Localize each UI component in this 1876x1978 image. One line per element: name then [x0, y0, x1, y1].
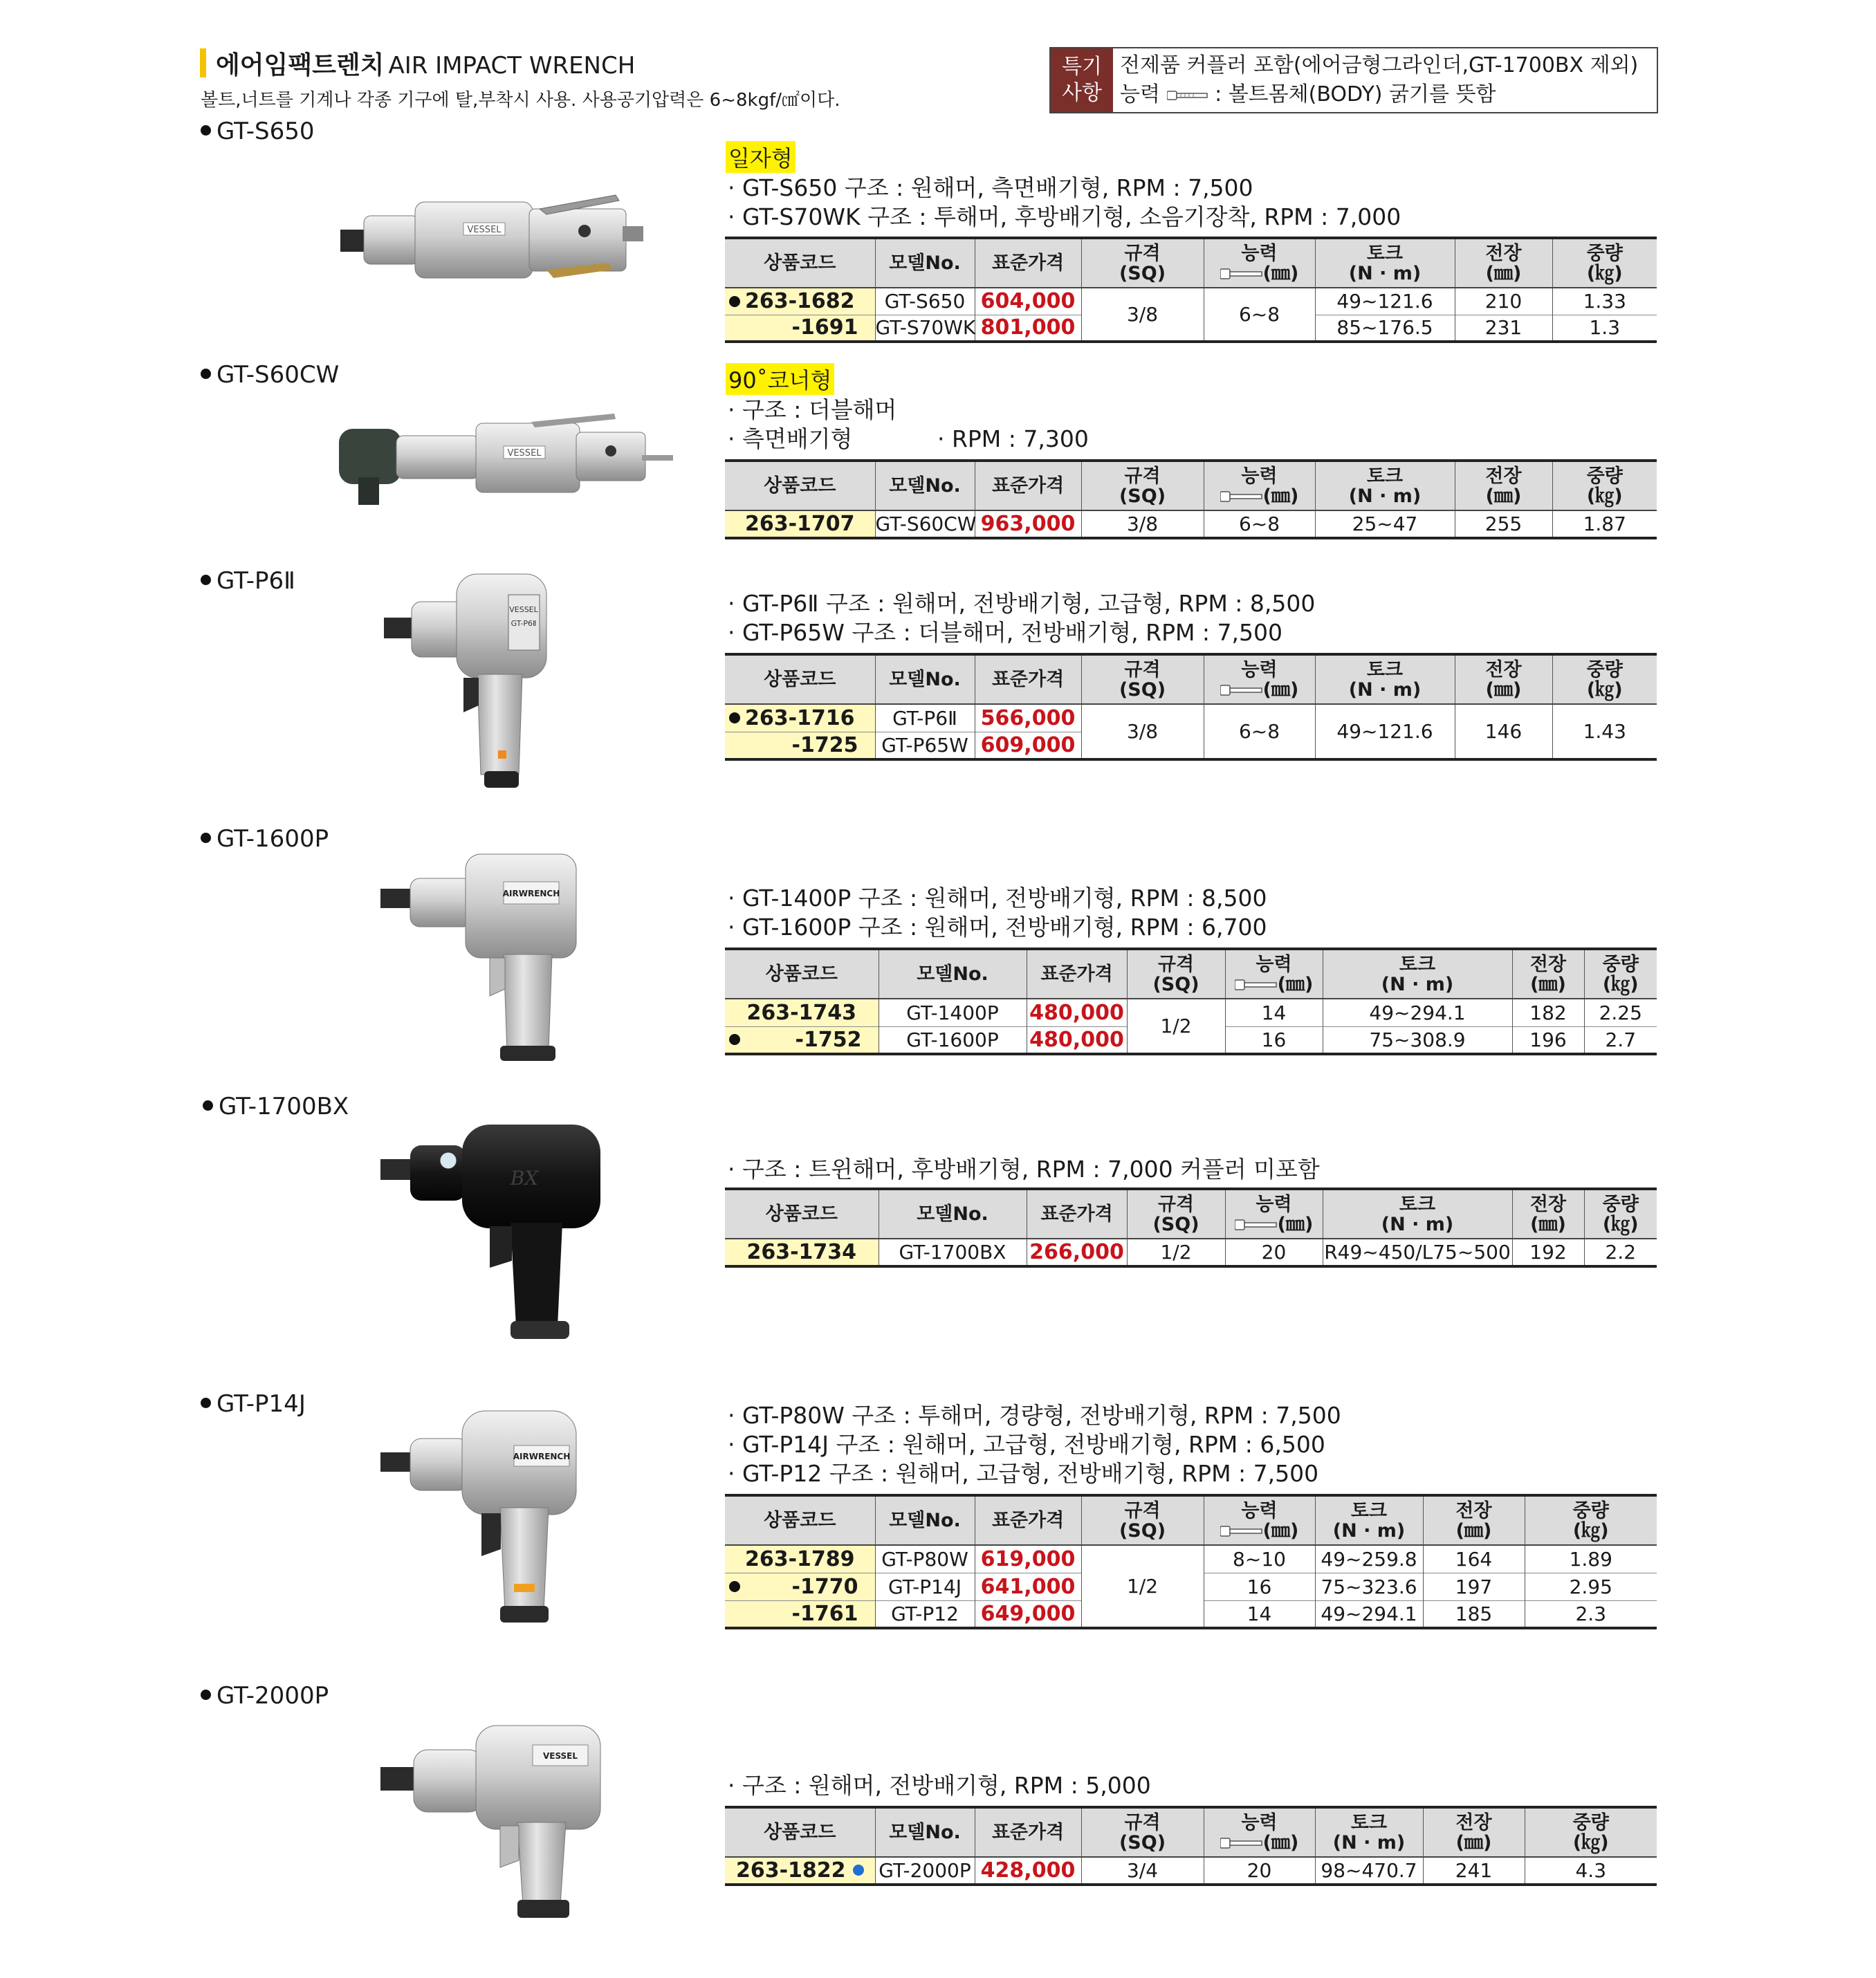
- bolt-icon: [1235, 979, 1278, 991]
- weight: 2.25: [1584, 999, 1657, 1026]
- header-price: 표준가격: [975, 238, 1081, 288]
- product-code: 263-1789: [725, 1545, 875, 1573]
- impact-wrench-pistol-image: [379, 1719, 607, 1923]
- capacity: 20: [1204, 1857, 1315, 1885]
- weight: 1.3: [1552, 315, 1657, 342]
- header-weight: 중량 (㎏): [1552, 654, 1657, 704]
- length: 255: [1455, 510, 1552, 538]
- product-code: -1761: [725, 1600, 875, 1628]
- model-heading: GT-P6Ⅱ: [201, 567, 295, 595]
- length: 231: [1455, 315, 1552, 342]
- spec-line: · GT-P80W 구조 : 투해머, 경량형, 전방배기형, RPM : 7,500: [728, 1402, 1341, 1429]
- capacity: 14: [1225, 999, 1323, 1026]
- capacity: 14: [1204, 1600, 1315, 1628]
- impact-wrench-pistol-image: [380, 564, 553, 792]
- weight: 1.33: [1552, 288, 1657, 315]
- product-code: 263-1682: [725, 288, 875, 315]
- header-code: 상품코드: [725, 654, 875, 704]
- torque: R49~450/L75~500: [1323, 1239, 1512, 1266]
- bolt-icon: [1220, 268, 1263, 280]
- product-code: 263-1707: [725, 510, 875, 538]
- capacity: 8~10: [1204, 1545, 1315, 1573]
- price: 428,000: [975, 1857, 1081, 1885]
- spec-line: · GT-P6Ⅱ 구조 : 원해머, 전방배기형, 고급형, RPM : 8,500: [728, 590, 1316, 617]
- title-accent-bar: [200, 48, 206, 77]
- size: 1/2: [1127, 1239, 1225, 1266]
- price: 963,000: [975, 510, 1081, 538]
- bolt-icon: [1220, 1525, 1263, 1537]
- price: 480,000: [1027, 999, 1127, 1026]
- note-line-1: 전제품 커플러 포함(에어금형그라인더,GT-1700BX 제외): [1120, 53, 1639, 77]
- header-torque: 토크 (N · m): [1323, 1189, 1512, 1239]
- spec-line: · GT-P65W 구조 : 더블해머, 전방배기형, RPM : 7,500: [728, 619, 1283, 646]
- torque: 75~323.6: [1315, 1573, 1423, 1600]
- header-length: 전장 (㎜): [1512, 1189, 1584, 1239]
- header-size: 규격 (SQ): [1081, 238, 1204, 288]
- bolt-icon: [1220, 1837, 1263, 1849]
- price: 266,000: [1027, 1239, 1127, 1266]
- spec-line: · GT-S70WK 구조 : 투해머, 후방배기형, 소음기장착, RPM : 7,000: [728, 203, 1401, 230]
- weight: 2.95: [1525, 1573, 1657, 1600]
- price: 480,000: [1027, 1026, 1127, 1054]
- torque: 75~308.9: [1323, 1026, 1512, 1054]
- header-model: 모델No.: [875, 461, 975, 510]
- spec-table: [725, 1806, 1657, 1886]
- header-size: 규격 (SQ): [1127, 949, 1225, 999]
- price: 641,000: [975, 1573, 1081, 1600]
- table-row: [725, 704, 1657, 732]
- header-price: 표준가격: [975, 1807, 1081, 1857]
- header-code: 상품코드: [725, 1189, 879, 1239]
- note-body: [1113, 48, 1645, 112]
- capacity: 16: [1204, 1573, 1315, 1600]
- header-capacity: 능력 (㎜): [1204, 238, 1315, 288]
- model-no: GT-1400P: [879, 999, 1027, 1026]
- header-code: 상품코드: [725, 1807, 875, 1857]
- header-size: 규격 (SQ): [1081, 1495, 1204, 1545]
- header-code: 상품코드: [725, 461, 875, 510]
- header-code: 상품코드: [725, 1495, 875, 1545]
- price: 609,000: [975, 732, 1081, 759]
- model-no: GT-P65W: [875, 732, 975, 759]
- length: 182: [1512, 999, 1584, 1026]
- header-capacity: 능력 (㎜): [1204, 1495, 1315, 1545]
- header-code: 상품코드: [725, 238, 875, 288]
- header-model: 모델No.: [879, 949, 1027, 999]
- spec-line: · 구조 : 트윈해머, 후방배기형, RPM : 7,000 커플러 미포함: [728, 1156, 1320, 1183]
- torque: 49~294.1: [1315, 1600, 1423, 1628]
- model-heading: GT-S60CW: [201, 361, 339, 389]
- size: 1/2: [1127, 999, 1225, 1054]
- product-code: -1770: [725, 1573, 875, 1600]
- length: 241: [1423, 1857, 1525, 1885]
- svg-text:VESSEL: VESSEL: [467, 225, 502, 235]
- weight: 1.87: [1552, 510, 1657, 538]
- size: 3/8: [1081, 704, 1204, 759]
- capacity: 16: [1225, 1026, 1323, 1054]
- bullet-icon: [729, 1034, 740, 1045]
- model-heading: GT-S650: [201, 118, 315, 145]
- weight: 4.3: [1525, 1857, 1657, 1885]
- svg-text:AIRWRENCH: AIRWRENCH: [502, 889, 560, 898]
- table-row: [725, 288, 1657, 315]
- header-size: 규격 (SQ): [1081, 461, 1204, 510]
- header-size: 규격 (SQ): [1081, 654, 1204, 704]
- spec-line: · GT-P14J 구조 : 원해머, 고급형, 전방배기형, RPM : 6,500: [728, 1431, 1325, 1458]
- impact-wrench-black-image: [379, 1119, 607, 1347]
- model-heading: GT-P14J: [201, 1390, 306, 1418]
- bolt-icon: [1167, 90, 1208, 101]
- model-no: GT-P6Ⅱ: [875, 704, 975, 732]
- model-no: GT-2000P: [875, 1857, 975, 1885]
- length: 164: [1423, 1545, 1525, 1573]
- header-model: 모델No.: [875, 1495, 975, 1545]
- header-price: 표준가격: [975, 461, 1081, 510]
- model-no: GT-S70WK: [875, 315, 975, 342]
- price: 649,000: [975, 1600, 1081, 1628]
- impact-wrench-pistol-image: [379, 1404, 587, 1632]
- torque: 98~470.7: [1315, 1857, 1423, 1885]
- header-torque: 토크 (N · m): [1315, 1807, 1423, 1857]
- header-size: 규격 (SQ): [1127, 1189, 1225, 1239]
- spec-line: · GT-1600P 구조 : 원해머, 전방배기형, RPM : 6,700: [728, 914, 1267, 941]
- header-capacity: 능력 (㎜): [1225, 949, 1323, 999]
- size: 1/2: [1081, 1545, 1204, 1628]
- impact-wrench-corner-image: [338, 408, 677, 512]
- header-capacity: 능력 (㎜): [1204, 654, 1315, 704]
- header-weight: 중량 (㎏): [1525, 1495, 1657, 1545]
- header-size: 규격 (SQ): [1081, 1807, 1204, 1857]
- bolt-icon: [1235, 1219, 1278, 1231]
- table-row: [725, 1857, 1657, 1885]
- bolt-icon: [1220, 684, 1263, 696]
- length: 146: [1455, 704, 1552, 759]
- header-length: 전장 (㎜): [1423, 1495, 1525, 1545]
- spec-table: [725, 948, 1657, 1055]
- weight: 2.3: [1525, 1600, 1657, 1628]
- header-weight: 중량 (㎏): [1584, 949, 1657, 999]
- length: 197: [1423, 1573, 1525, 1600]
- capacity: 6~8: [1204, 704, 1315, 759]
- spec-line: · GT-1400P 구조 : 원해머, 전방배기형, RPM : 8,500: [728, 885, 1267, 912]
- svg-text:VESSEL: VESSEL: [542, 1751, 578, 1761]
- header-torque: 토크 (N · m): [1315, 654, 1455, 704]
- product-code: 263-1743: [725, 999, 879, 1026]
- header-model: 모델No.: [875, 654, 975, 704]
- page-subtitle: 볼트,너트를 기계나 각종 기구에 탈,부착시 사용. 사용공기압력은 6~8kgf/㎠이다.: [201, 90, 840, 111]
- weight: 2.2: [1584, 1239, 1657, 1266]
- header-model: 모델No.: [879, 1189, 1027, 1239]
- product-code: 263-1734: [725, 1239, 879, 1266]
- price: 566,000: [975, 704, 1081, 732]
- note-tag: 특기 사항: [1051, 48, 1113, 112]
- torque: 49~121.6: [1315, 288, 1455, 315]
- product-code: 263-1716: [725, 704, 875, 732]
- blue-dot-icon: [853, 1865, 864, 1876]
- header-length: 전장 (㎜): [1512, 949, 1584, 999]
- spec-line: · GT-P12 구조 : 원해머, 고급형, 전방배기형, RPM : 7,500: [728, 1460, 1319, 1487]
- bolt-icon: [1220, 490, 1263, 503]
- torque: 25~47: [1315, 510, 1455, 538]
- product-code: -1725: [725, 732, 875, 759]
- weight: 1.43: [1552, 704, 1657, 759]
- torque: 85~176.5: [1315, 315, 1455, 342]
- header-capacity: 능력 (㎜): [1204, 1807, 1315, 1857]
- impact-wrench-straight-image: [339, 181, 650, 285]
- model-no: GT-S650: [875, 288, 975, 315]
- model-no: GT-1600P: [879, 1026, 1027, 1054]
- spec-line: · 측면배기형: [728, 425, 853, 452]
- header-torque: 토크 (N · m): [1315, 238, 1455, 288]
- model-heading: GT-1700BX: [203, 1093, 349, 1120]
- bullet-icon: [729, 296, 740, 307]
- svg-text:GT-P6Ⅱ: GT-P6Ⅱ: [511, 619, 537, 628]
- spec-table: [725, 459, 1657, 539]
- table-row: [725, 1545, 1657, 1573]
- header-length: 전장 (㎜): [1455, 238, 1552, 288]
- capacity: 6~8: [1204, 288, 1315, 342]
- model-no: GT-P12: [875, 1600, 975, 1628]
- header-weight: 중량 (㎏): [1525, 1807, 1657, 1857]
- header-length: 전장 (㎜): [1423, 1807, 1525, 1857]
- length: 192: [1512, 1239, 1584, 1266]
- table-row: [725, 1239, 1657, 1266]
- header-length: 전장 (㎜): [1455, 654, 1552, 704]
- spec-line: · RPM : 7,300: [937, 425, 1089, 452]
- price: 604,000: [975, 288, 1081, 315]
- header-price: 표준가격: [1027, 949, 1127, 999]
- header-capacity: 능력 (㎜): [1204, 461, 1315, 510]
- svg-text:BX: BX: [510, 1167, 539, 1190]
- model-heading: GT-2000P: [201, 1682, 329, 1710]
- product-code: 263-1822: [725, 1857, 875, 1885]
- header-price: 표준가격: [975, 654, 1081, 704]
- model-no: GT-P80W: [875, 1545, 975, 1573]
- model-no: GT-1700BX: [879, 1239, 1027, 1266]
- capacity: 6~8: [1204, 510, 1315, 538]
- header-length: 전장 (㎜): [1455, 461, 1552, 510]
- type-tag: 일자형: [726, 141, 796, 173]
- spec-table: [725, 1494, 1657, 1629]
- torque: 49~259.8: [1315, 1545, 1423, 1573]
- size: 3/8: [1081, 510, 1204, 538]
- length: 196: [1512, 1026, 1584, 1054]
- model-heading: GT-1600P: [201, 825, 329, 853]
- bullet-icon: [729, 712, 740, 723]
- header-capacity: 능력 (㎜): [1225, 1189, 1323, 1239]
- table-row: [725, 510, 1657, 538]
- header-weight: 중량 (㎏): [1552, 238, 1657, 288]
- header-torque: 토크 (N · m): [1323, 949, 1512, 999]
- spec-line: · 구조 : 원해머, 전방배기형, RPM : 5,000: [728, 1772, 1151, 1799]
- weight: 1.89: [1525, 1545, 1657, 1573]
- product-code: -1752: [725, 1026, 879, 1054]
- spec-table: [725, 1187, 1657, 1268]
- header-code: 상품코드: [725, 949, 879, 999]
- impact-wrench-pistol-image: [379, 851, 587, 1065]
- spec-table: [725, 237, 1657, 343]
- page-title: 에어임팩트렌치 AIR IMPACT WRENCH: [216, 51, 636, 80]
- length: 185: [1423, 1600, 1525, 1628]
- price: 619,000: [975, 1545, 1081, 1573]
- svg-text:AIRWRENCH: AIRWRENCH: [513, 1452, 571, 1461]
- type-tag: 90˚코너형: [726, 363, 834, 395]
- size: 3/4: [1081, 1857, 1204, 1885]
- header-model: 모델No.: [875, 1807, 975, 1857]
- svg-text:VESSEL: VESSEL: [507, 448, 542, 459]
- weight: 2.7: [1584, 1026, 1657, 1054]
- table-row: [725, 999, 1657, 1026]
- note-line-2: 능력 : 볼트몸체(BODY) 굵기를 뜻함: [1120, 82, 1496, 107]
- header-weight: 중량 (㎏): [1584, 1189, 1657, 1239]
- header-model: 모델No.: [875, 238, 975, 288]
- header-price: 표준가격: [1027, 1189, 1127, 1239]
- product-code: -1691: [725, 315, 875, 342]
- torque: 49~294.1: [1323, 999, 1512, 1026]
- spec-line: · 구조 : 더블해머: [728, 396, 897, 423]
- bullet-icon: [729, 1581, 740, 1592]
- torque: 49~121.6: [1315, 704, 1455, 759]
- model-no: GT-S60CW: [875, 510, 975, 538]
- header-torque: 토크 (N · m): [1315, 461, 1455, 510]
- header-price: 표준가격: [975, 1495, 1081, 1545]
- size: 3/8: [1081, 288, 1204, 342]
- special-note-box: [1049, 47, 1658, 113]
- header-weight: 중량 (㎏): [1552, 461, 1657, 510]
- price: 801,000: [975, 315, 1081, 342]
- model-no: GT-P14J: [875, 1573, 975, 1600]
- spec-line: · GT-S650 구조 : 원해머, 측면배기형, RPM : 7,500: [728, 174, 1253, 201]
- length: 210: [1455, 288, 1552, 315]
- spec-table: [725, 653, 1657, 761]
- header-torque: 토크 (N · m): [1315, 1495, 1423, 1545]
- capacity: 20: [1225, 1239, 1323, 1266]
- svg-text:VESSEL: VESSEL: [509, 605, 538, 614]
